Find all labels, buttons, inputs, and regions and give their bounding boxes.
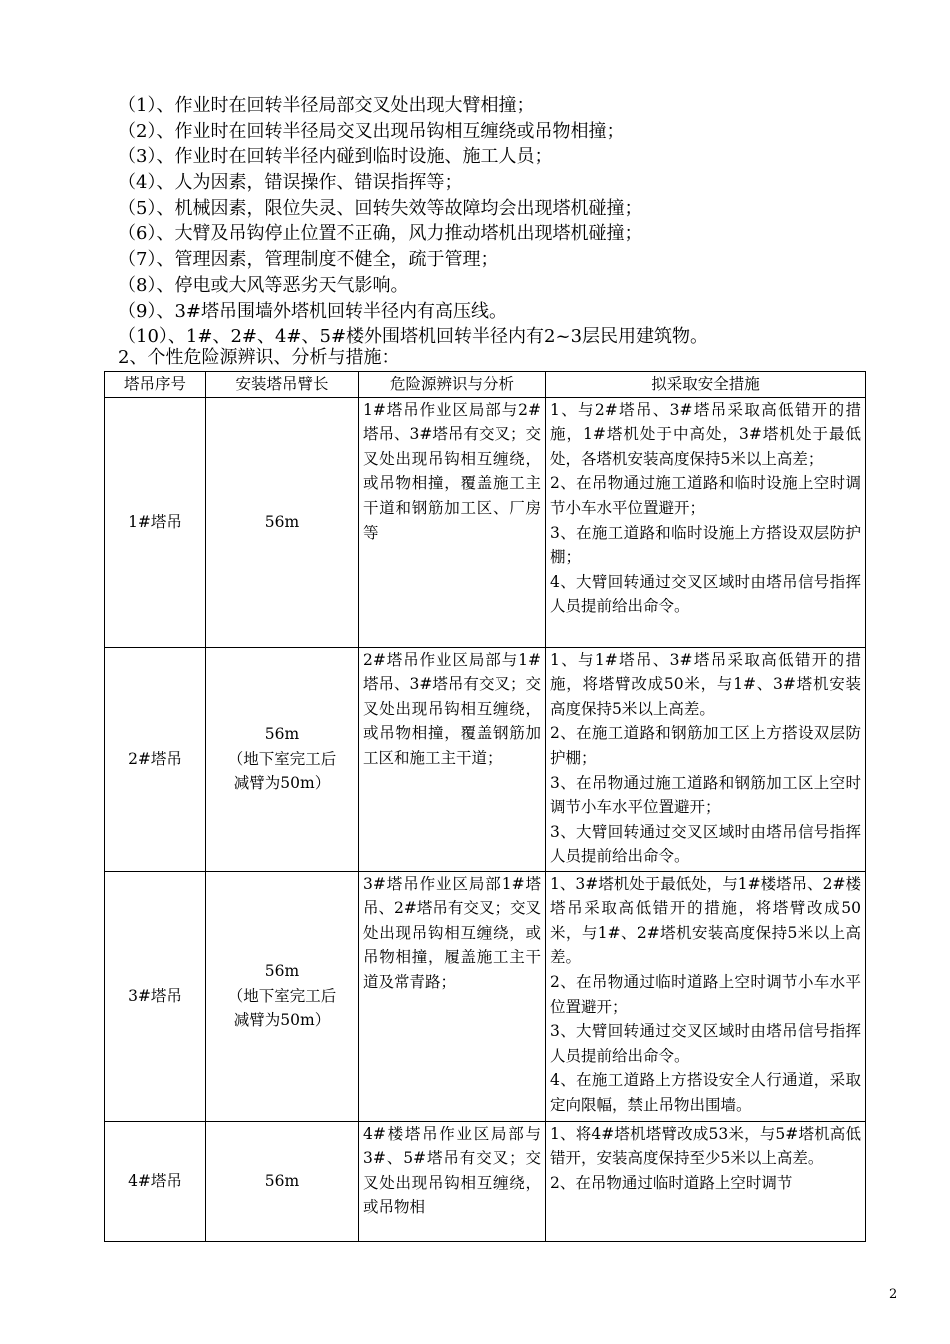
arm-text: 56m [264,725,300,744]
measure-item: 1、将4#塔机塔臂改成53米，与5#塔机高低错开，安装高度保持至少5米以上高差。 [550,1124,861,1168]
arm-text: 减臂为50m） [233,1011,331,1030]
measure-item: 4、在施工道路上方搭设安全人行通道，采取定向限幅，禁止吊物出围墙。 [550,1071,861,1114]
measure-item: 2、在吊物通过临时道路上空时调节小车水平位置避开； [550,972,861,1016]
measure-item: 4、大臂回转通过交叉区域时由塔吊信号指挥人员提前给出命令。 [550,572,861,616]
header-arm-length: 安装塔吊臂长 [206,372,359,398]
measures-cell [546,647,866,871]
hazard-cell: 4#楼塔吊作业区局部与3#、5#塔吊有交叉；交叉处出现吊钩相互缠绕，或吊物相 [359,1121,546,1241]
section-title: 2、个性危险源辨识、分析与措施： [118,347,400,368]
table-header-row [105,372,866,398]
measure-item: 2、在吊物通过临时道路上空时调节 [550,1173,793,1192]
crane-cell: 1#塔吊 [105,397,206,647]
crane-hazard-table [104,371,866,1242]
arm-cell [206,871,359,1121]
hazard-list [118,93,898,350]
hazard-cell: 2#塔吊作业区局部与1#塔吊、3#塔吊有交叉；交叉处出现吊钩相互缠绕，或吊物相撞，覆盖钢筋加工区和施工主干道； [359,647,546,871]
measure-item: 1、与1#塔吊、3#塔吊采取高低错开的措施，将塔臂改成50米，与1#、3#塔机安装高度保持5米以上高差。 [550,650,861,718]
hazard-cell: 3#塔吊作业区局部1#塔吊、2#塔吊有交叉；交叉处出现吊钩相互缠绕，或吊物相撞，履盖施工主干道及常青路； [359,871,546,1121]
table-row [105,397,866,647]
measure-item: 1、与2#塔吊、3#塔吊采取高低错开的措施，1#塔机处于中高处，3#塔机处于最低处，各塔机安装高度保持5米以上高差； [550,400,861,468]
arm-cell [206,397,359,647]
list-item: （1）、作业时在回转半径局部交叉处出现大臂相撞； [118,95,535,116]
list-item: （9）、3#塔吊围墙外塔机回转半径内有高压线。 [118,300,507,322]
table-row [105,647,866,871]
crane-cell: 4#塔吊 [105,1121,206,1241]
arm-text: （地下室完工后 [227,986,337,1005]
measures-cell [546,871,866,1121]
arm-text: 56m [264,1171,300,1190]
page-number: 2 [889,1287,898,1302]
measure-item: 1、3#塔机处于最低处，与1#楼塔吊、2#楼塔吊采取高低错开的措施，将塔臂改成50米，与1#、2#塔机安装高度保持5米以上高差。 [550,874,861,967]
list-item: （4）、人为因素，错误操作、错误指挥等； [118,172,463,194]
list-item: （6）、大臂及吊钩停止位置不正确，风力推动塔机出现塔机碰撞； [118,223,643,245]
crane-cell: 2#塔吊 [105,647,206,871]
measures-cell [546,1121,866,1241]
list-item: （10）、1#、2#、4#、5#楼外围塔机回转半径内有2~3层民用建筑物。 [118,326,709,348]
arm-cell [206,647,359,871]
arm-cell [206,1121,359,1241]
measure-item: 3、大臂回转通过交叉区域时由塔吊信号指挥人员提前给出命令。 [550,822,861,866]
arm-text: 56m [264,512,300,531]
arm-text: 减臂为50m） [233,774,331,793]
measure-item: 3、在吊物通过施工道路和钢筋加工区上空时调节小车水平位置避开； [550,773,861,817]
measure-item: 3、大臂回转通过交叉区域时由塔吊信号指挥人员提前给出命令。 [550,1022,861,1065]
measure-item: 2、在吊物通过施工道路和临时设施上空时调节小车水平位置避开； [550,474,861,517]
list-item: （5）、机械因素，限位失灵、回转失效等故障均会出现塔机碰撞； [118,197,643,219]
list-item: （2）、作业时在回转半径局交叉出现吊钩相互缠绕或吊物相撞； [118,120,625,142]
hazard-cell: 1#塔吊作业区局部与2#塔吊、3#塔吊有交叉；交叉处出现吊钩相互缠绕，或吊物相撞，覆盖施工主干道和钢筋加工区、厂房等 [359,397,546,647]
table-row [105,1121,866,1241]
list-item: （8）、停电或大风等恶劣天气影响。 [118,274,409,296]
list-item: （3）、作业时在回转半径内碰到临时设施、施工人员； [118,146,553,168]
header-hazard: 危险源辨识与分析 [359,372,546,398]
table-row [105,871,866,1121]
header-measures: 拟采取安全措施 [546,372,866,398]
measures-cell [546,397,866,647]
measure-item: 2、在施工道路和钢筋加工区上方搭设双层防护棚； [550,724,861,767]
crane-cell: 3#塔吊 [105,871,206,1121]
header-crane-no: 塔吊序号 [105,372,206,398]
arm-text: 56m [264,962,300,981]
arm-text: （地下室完工后 [227,749,337,768]
measure-item: 3、在施工道路和临时设施上方搭设双层防护棚； [550,523,861,567]
list-item: （7）、管理因素，管理制度不健全，疏于管理； [118,249,499,271]
